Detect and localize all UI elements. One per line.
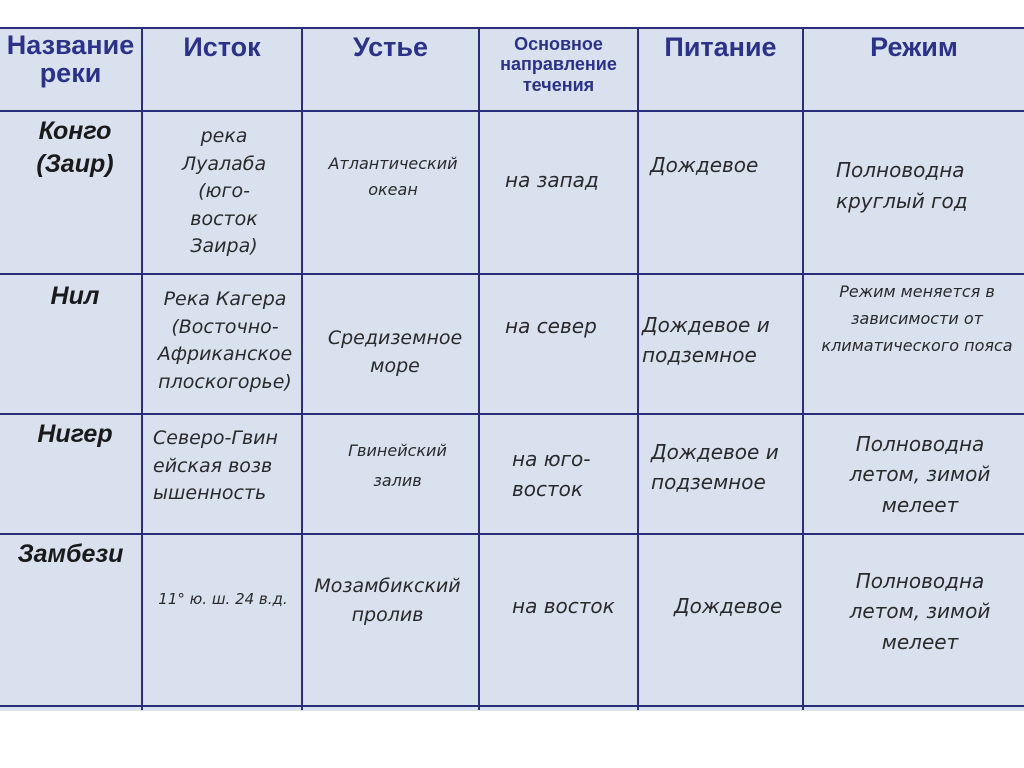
grid-line [0,110,1024,112]
river-feeding: Дождевое и подземное [651,440,779,494]
river-mouth: Мозамбикский пролив [314,575,461,627]
river-regime: Режим меняется в зависимости от климатического пояса [821,282,1013,355]
grid-line [478,27,480,710]
header-source: Исток [183,32,261,62]
river-regime: Полноводна летом, зимой мелеет [849,569,991,654]
river-source: Северо-Гвинейская возвышенность [153,427,278,505]
river-direction: на запад [505,168,599,192]
river-direction: на север [505,314,597,338]
header-direction: Основное направление течения [500,34,617,95]
grid-line [0,705,1024,707]
river-mouth: Атлантический океан [328,154,458,200]
grid-line [0,413,1024,415]
river-direction: на юго-восток [512,447,591,501]
river-feeding: Дождевое [650,153,759,177]
header-name: Название реки [6,30,135,89]
rivers-table [0,27,1024,710]
river-regime: Полноводна летом, зимой мелеет [849,432,991,517]
header-regime: Режим [870,32,958,62]
river-regime: Полноводна круглый год [836,158,968,213]
slide-bottom-margin [0,710,1024,768]
header-mouth: Устье [353,32,428,62]
river-source: 11° ю. ш. 24 в.д. [158,590,288,608]
slide-top-margin [0,0,1024,27]
river-source: река Луалаба (юго-восток Заира) [181,125,267,258]
grid-line [0,27,1024,29]
grid-line [802,27,804,710]
grid-line [0,273,1024,275]
river-source: Река Кагера (Восточно-Африканское плоскогорье) [157,288,293,393]
grid-line [301,27,303,710]
river-name: Нил [50,282,100,310]
river-direction: на восток [512,594,615,618]
river-feeding: Дождевое [674,594,783,618]
river-mouth: Гвинейский залив [348,441,447,491]
river-feeding: Дождевое и подземное [642,313,770,367]
river-name: Замбези [17,540,124,568]
grid-line [637,27,639,710]
river-name: Конго (Заир) [36,117,114,178]
river-mouth: Средиземное море [327,327,463,377]
grid-line [141,27,143,710]
header-feeding: Питание [664,32,777,62]
river-name: Нигер [37,420,113,448]
grid-line [0,533,1024,535]
